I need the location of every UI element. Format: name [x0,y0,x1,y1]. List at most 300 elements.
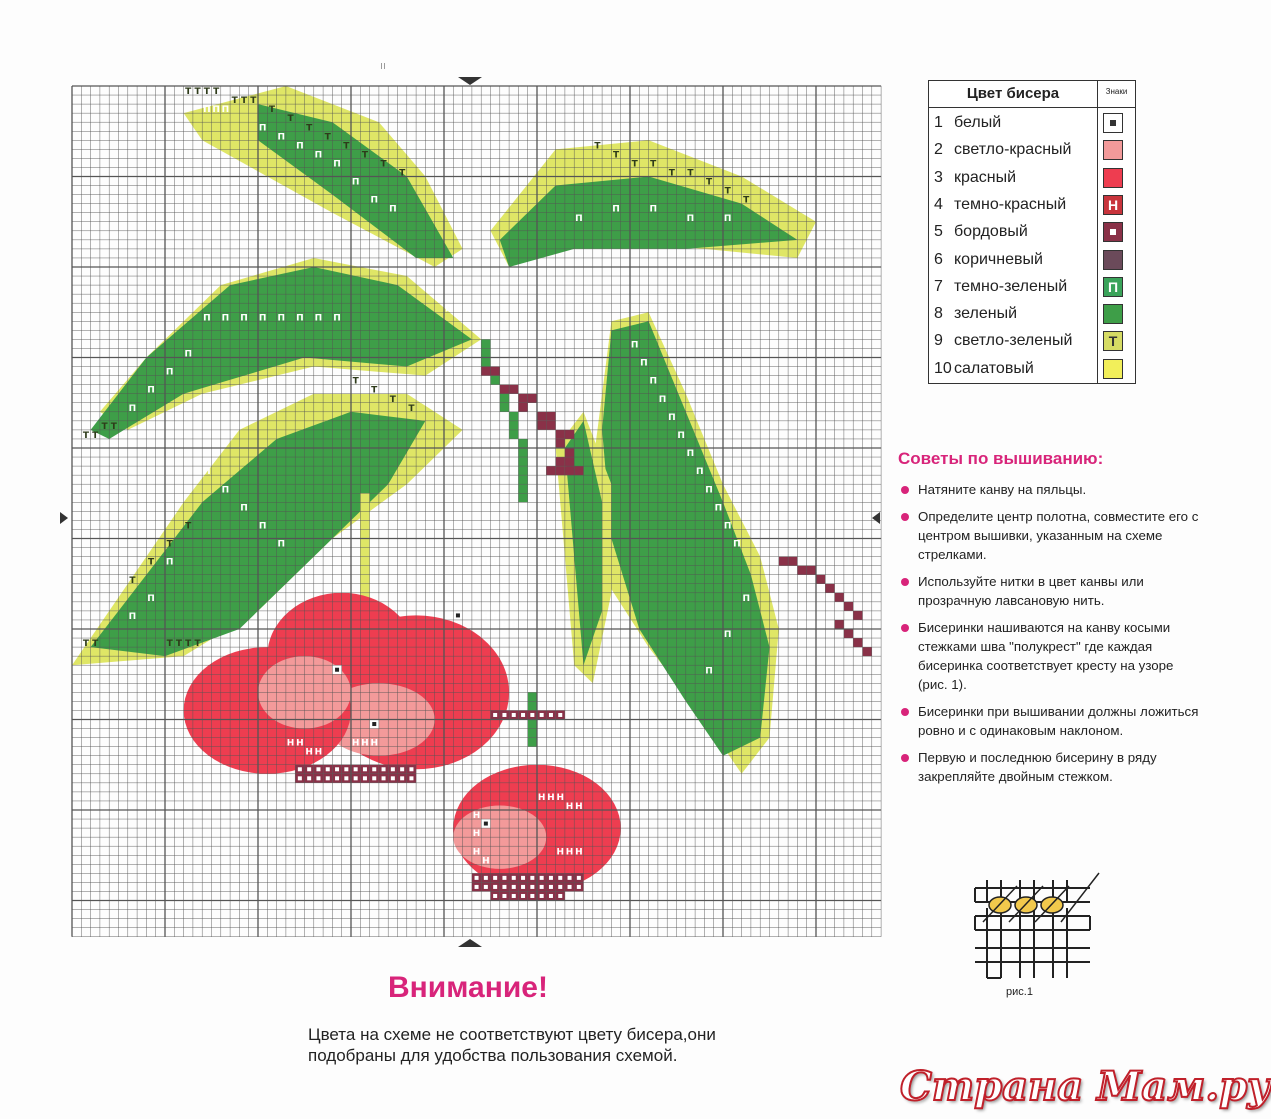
bead-symbol-p: П [705,666,713,677]
legend-row [929,137,1135,164]
legend-number: 10 [934,359,952,377]
bead-dot [530,894,534,898]
branch-cell [574,466,583,475]
bead-symbol-h: Н [472,557,481,568]
bead-dot [540,876,544,880]
bead-dot [354,767,358,771]
bead-symbol-t: Т [380,159,387,170]
bead-dot [307,776,311,780]
bead-dot [540,894,544,898]
stem-cell [360,575,369,584]
bead-symbol-p: П [240,313,248,324]
legend-number: 3 [934,168,943,186]
bead-symbol-p: П [277,539,286,550]
bead-dot [521,713,525,717]
branch-cell [807,566,816,575]
branch-cell [491,367,500,376]
bead-symbol-h: Н [575,847,583,858]
bead-dot [577,885,581,889]
bead-dot [326,767,330,771]
bead-symbol-t: Т [612,150,620,161]
color-legend [928,80,1136,384]
branch-cell [528,394,537,403]
bead-symbol-h: Н [305,747,313,758]
center-arrow-bottom-icon [458,939,482,947]
bead-symbol-h: Н [314,747,323,758]
stem-cell [509,430,518,439]
bead-symbol-t: Т [185,521,192,532]
branch-cell [556,439,565,448]
bead-symbol-t: Т [175,639,183,650]
bead-dot [298,767,302,771]
bead-dot [502,894,506,898]
branch-cell [863,647,872,656]
bead-symbol-h: Н [519,648,527,659]
bead-symbol-p: П [203,105,211,116]
branch-cell [509,385,518,394]
bead-dot [512,713,516,717]
legend-swatch: П [1103,277,1123,297]
bead-dot [409,767,413,771]
bead-symbol-p: П [296,141,304,152]
bead-symbol-t: Т [185,87,192,98]
legend-row [929,356,1135,383]
bead-symbol-p: П [649,204,658,215]
branch-cell [546,412,555,421]
bead-dot [549,894,553,898]
branch-cell [779,557,788,566]
bead-symbol-t: Т [352,376,359,387]
bead-symbol-h: Н [323,756,332,767]
bead-dot [326,776,330,780]
bead-dot [335,767,339,771]
bead-symbol-p: П [742,593,751,604]
tip-item: Бисеринки нашиваются на канву косыми стежками шва "полукрест" где каждая бисеринка соответствует кресту на узоре (рис. 1). [900,618,1200,694]
bead-symbol-t: Т [194,639,201,650]
bead-dot [307,767,311,771]
legend-swatch [1103,168,1123,188]
stem-cell [528,738,537,747]
legend-swatch [1103,359,1123,379]
center-arrow-top-icon [458,77,482,85]
bead-symbol-p: П [221,105,230,116]
bead-symbol-p: П [640,358,648,369]
stem-cell [528,729,537,738]
legend-row [929,247,1135,274]
bead-symbol-p: П [351,177,360,188]
tips-title: Советы по вышиванию: [898,449,1104,468]
bead-symbol-p: П [333,313,341,324]
bead-symbol-h: Н [482,856,490,867]
branch-cell [844,629,853,638]
stem-cell [528,720,537,729]
bead-dot [493,713,497,717]
bead-dot [521,894,525,898]
branch-cell [788,557,797,566]
branch-cell [565,466,574,475]
bead-dot [484,876,488,880]
bead-symbol-h: Н [565,802,574,812]
bead-dot [475,885,479,889]
bead-dot [354,776,358,780]
bead-dot [372,776,376,780]
stem-cell [360,566,369,575]
stem-cell [518,493,527,502]
bead-symbol-p: П [240,503,248,514]
bead-symbol-p: П [277,132,286,143]
branch-cell [825,584,834,593]
bead-dot [577,876,581,880]
bead-dot [475,876,479,880]
branch-cell [500,385,509,394]
stem-cell [509,412,518,421]
bead-symbol-h: Н [500,621,509,631]
pencil-mark: ıı [380,60,387,72]
bead-symbol-h: Н [426,584,434,595]
bead-symbol-t: Т [250,96,257,107]
bead-dot [512,876,516,880]
stem-cell [481,339,490,348]
bead-symbol-p: П [612,204,620,215]
bead-symbol-p: П [165,557,174,568]
stem-cell [518,448,527,457]
stem-cell [360,557,369,566]
bead-symbol-h: Н [472,847,481,858]
branch-cell [797,566,806,575]
bead-symbol-t: Т [240,96,248,107]
bead-symbol-p: П [575,213,583,224]
bead-symbol-h: Н [500,648,509,659]
legend-color-name: темно-красный [954,195,1067,213]
stem-cell [528,701,537,710]
bead-symbol-p: П [221,485,230,496]
bead-symbol-h: Н [482,557,490,568]
bead-dot [344,767,348,771]
bead-dot [512,885,516,889]
bead-symbol-p: П [658,394,667,405]
branch-cell [835,593,844,602]
bead-symbol-t: Т [82,639,90,650]
bead-symbol-p: П [723,521,732,532]
bead-symbol-t: Т [399,168,406,179]
legend-swatch [1103,140,1123,160]
bead-dot [344,776,348,780]
figure-caption: рис.1 [1006,986,1033,998]
bead-symbol-h: Н [286,738,295,749]
legend-color-name: коричневый [954,250,1043,268]
bead-dot [549,885,553,889]
legend-swatch: Н [1103,195,1123,215]
bead-symbol-h: Н [472,829,481,840]
bead-dot [391,776,395,780]
bead-symbol-h: Н [565,847,574,858]
bead-symbol-t: Т [92,639,99,650]
legend-number: 7 [934,277,943,295]
bead-dot [298,776,302,780]
stem-cell [360,520,369,529]
legend-row [929,110,1135,137]
bead-symbol-t: Т [147,557,155,568]
bead-symbol-t: Т [361,150,369,161]
bead-symbol-h: Н [509,621,518,631]
legend-color-name: светло-красный [954,141,1072,159]
bead-symbol-p: П [314,150,323,161]
bead-symbol-p: П [184,349,193,360]
bead-symbol-t: Т [203,87,210,98]
bead-dot [530,876,534,880]
bead-symbol-t: Т [166,539,173,550]
branch-cell [556,466,565,475]
bead-symbol-t: Т [194,87,201,98]
center-arrow-left-icon [60,512,68,524]
bead-symbol-t: Т [213,87,220,98]
bead-symbol-p: П [723,213,732,224]
bead-symbol-p: П [649,376,658,387]
bead-dot [530,885,534,889]
stem-cell [518,439,527,448]
stem-cell [360,511,369,520]
bead-symbol-h: Н [351,738,360,749]
branch-cell [853,638,862,647]
legend-number: 9 [934,332,943,350]
stem-cell [360,548,369,557]
bead-symbol-p: П [677,430,685,441]
stem-cell [481,348,490,357]
legend-row [929,301,1135,328]
bead-dot [493,885,497,889]
bead-symbol-h: Н [491,557,499,568]
bead-dot [335,668,339,672]
bead-symbol-t: Т [724,186,731,197]
bead-dot [363,767,367,771]
stem-cell [500,403,509,412]
bead-dot [409,776,413,780]
legend-number: 1 [934,114,943,131]
stem-cell [360,584,369,593]
bead-dot [382,767,386,771]
bead-dot [372,767,376,771]
bead-symbol-p: П [630,340,639,351]
bead-symbol-p: П [723,630,732,641]
legend-swatch [1103,222,1123,242]
bead-symbol-t: Т [92,430,99,441]
legend-color-name: светло-зеленый [954,332,1073,350]
bead-symbol-h: Н [361,738,369,749]
bead-dot [484,822,488,826]
bead-dot [540,713,544,717]
tip-item: Натяните канву на пяльцы. [900,480,1200,499]
stem-cell [360,502,369,511]
bead-dot [502,876,506,880]
branch-cell [518,394,527,403]
bead-symbol-t: Т [287,114,294,125]
bead-symbol-t: Т [705,177,713,188]
bead-symbol-p: П [277,313,286,324]
stem-cell [528,692,537,701]
stitch-diagram [965,868,1105,983]
bead-dot [391,767,395,771]
bead-symbol-t: Т [371,385,378,396]
stem-cell [360,493,369,502]
bead-symbol-h: Н [556,847,565,858]
bead-symbol-p: П [128,403,137,414]
legend-swatch: Т [1103,331,1123,351]
bead-symbol-t: Т [129,575,136,586]
bead-symbol-p: П [147,593,155,604]
bead-symbol-p: П [444,304,453,315]
bead-symbol-p: П [370,195,379,206]
bead-symbol-p: П [426,286,434,297]
branch-cell [835,620,844,629]
bead-symbol-t: Т [324,132,331,143]
bead-dot [558,876,562,880]
legend-row [929,192,1135,219]
tip-item: Определите центр полотна, совместите его с центром вышивки, указанным на схеме стрелками. [900,507,1200,564]
bead-symbol-t: Т [166,639,173,650]
legend-color-name: белый [954,114,1002,131]
bead-symbol-p: П [203,313,211,324]
bead-symbol-t: Т [185,639,192,650]
bead-dot [363,776,367,780]
branch-cell [537,421,546,430]
bead-symbol-h: Н [370,738,379,749]
branch-cell [565,430,574,439]
bead-symbol-p: П [714,503,723,514]
bead-symbol-p: П [705,485,713,496]
bead-dot [493,894,497,898]
bead-symbol-t: Т [306,123,313,134]
bead-symbol-p: П [314,313,323,324]
warning-text: Цвета на схеме не соответствуют цвету бисера,они подобраны для удобства пользования схемой. [308,1025,716,1065]
bead-dot [382,776,386,780]
bead-dot [493,876,497,880]
warning-title: Внимание! [388,971,548,1004]
legend-color-name: зеленый [954,305,1018,323]
tip-item: Бисеринки при вышивании должны ложиться ровно и с одинаковым наклоном. [900,702,1200,740]
bead-dot [558,713,562,717]
legend-swatch [1103,304,1123,324]
branch-cell [816,575,825,584]
legend-number: 8 [934,305,943,323]
bead-dot [568,876,572,880]
bead-symbol-t: Т [594,141,601,152]
branch-cell [556,457,565,466]
branch-cell [565,448,574,457]
branch-cell [565,457,574,466]
bead-symbol-h: Н [444,593,453,604]
stem-cell [518,484,527,493]
bead-symbol-p: П [147,385,155,396]
legend-number: 4 [934,195,943,213]
stem-cell [500,394,509,403]
bead-symbol-t: Т [268,105,276,116]
bead-dot [558,894,562,898]
bead-dot [316,767,320,771]
center-arrow-right-icon [872,512,880,524]
bead-symbol-h: Н [454,557,462,568]
bead-symbol-p: П [258,521,267,532]
tip-item: Используйте нитки в цвет канвы или прозрачную лавсановую нить. [900,572,1200,610]
bead-symbol-p: П [296,313,304,324]
bead-dot [456,613,460,617]
legend-number: 6 [934,250,943,268]
bead-symbol-h: Н [296,738,304,749]
bead-symbol-t: Т [82,430,90,441]
legend-number: 2 [934,141,943,159]
bead-symbol-p: П [389,204,397,215]
bead-symbol-t: Т [668,168,675,179]
stem-cell [481,358,490,367]
bead-dot [558,885,562,889]
bead-dot [521,885,525,889]
legend-row [929,219,1135,246]
branch-cell [537,412,546,421]
bead-symbol-t: Т [343,141,350,152]
bead-symbol-t: Т [231,96,238,107]
bead-symbol-h: Н [575,802,583,812]
bead-dot [484,885,488,889]
legend-color-name: бордовый [954,223,1028,241]
branch-cell [853,611,862,620]
bead-symbol-p: П [258,123,267,134]
bead-symbol-t: Т [408,403,415,414]
bead-symbol-h: Н [491,611,499,622]
stem-cell [518,466,527,475]
legend-color-name: красный [954,168,1017,186]
stem-cell [360,539,369,548]
bead-symbol-h: Н [333,756,341,767]
bead-symbol-t: Т [110,421,117,432]
bead-dot [568,885,572,889]
tip-item: Первую и последнюю бисерину в ряду закрепляйте двойным стежком. [900,748,1200,786]
bead-symbol-t: Т [743,195,750,206]
stem-cell [509,421,518,430]
bead-dot [316,776,320,780]
bead-symbol-h: Н [537,648,546,659]
stem-cell [518,475,527,484]
bead-symbol-p: П [686,213,695,224]
bead-dot [502,885,506,889]
bead-symbol-h: Н [528,648,537,659]
bead-symbol-p: П [165,367,174,378]
bead-dot [335,776,339,780]
branch-cell [546,421,555,430]
bead-symbol-t: Т [687,168,694,179]
bead-dot [502,713,506,717]
bead-symbol-h: Н [537,792,546,803]
bead-symbol-h: Н [463,557,472,568]
legend-color-name: салатовый [954,359,1034,377]
stem-cell [491,376,500,385]
bead-dot [512,894,516,898]
bead-symbol-p: П [695,467,704,478]
bead-symbol-h: Н [435,584,444,595]
bead-symbol-p: П [212,105,220,116]
bead-symbol-p: П [668,412,676,423]
bead-symbol-p: П [221,313,230,324]
bead-symbol-h: Н [547,792,555,803]
bead-symbol-p: П [258,313,267,324]
bead-symbol-p: П [128,611,137,622]
bead-dot [372,722,376,726]
bead-dot [400,776,404,780]
bead-symbol-p: П [333,159,341,170]
bead-dot [530,713,534,717]
legend-symbols-header: Знаки [1098,81,1135,108]
bead-symbol-h: Н [509,648,518,659]
bead-symbol-t: Т [631,159,638,170]
branch-cell [844,602,853,611]
